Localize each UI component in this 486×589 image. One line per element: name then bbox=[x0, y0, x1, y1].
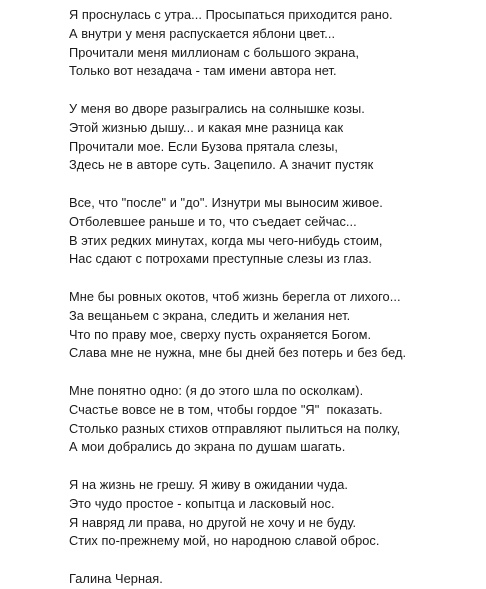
poem-line: Нас сдают с потрохами преступные слезы из глаз. bbox=[69, 251, 372, 267]
stanza-3 bbox=[69, 194, 479, 269]
poem-line: Слава мне не нужна, мне бы дней без потерь и без бед. bbox=[69, 345, 407, 361]
poem-line: За вещаньем с экрана, следить и желания нет. bbox=[69, 307, 351, 323]
poem-line: Стих по-прежнему мой, но народною славой оброс. bbox=[69, 533, 380, 549]
poem-line: Отболевшее раньше и то, что съедает сейчас... bbox=[69, 213, 357, 229]
poem-line: А внутри у меня распускается яблони цвет... bbox=[69, 25, 336, 41]
poem-text bbox=[69, 6, 479, 589]
poem-line: Столько разных стихов отправляют пылиться на полку, bbox=[69, 420, 401, 436]
stanza-6 bbox=[69, 476, 479, 551]
poem-line: Мне бы ровных окотов, чтоб жизнь берегла от лихого... bbox=[69, 288, 401, 304]
poem-line: Я на жизнь не грешу. Я живу в ожидании чуда. bbox=[69, 476, 349, 492]
poem-line: Счастье вовсе не в том, чтобы гордое "Я" показать. bbox=[69, 401, 383, 417]
poem-line: У меня во дворе разыгрались на солнышке козы. bbox=[69, 100, 365, 116]
poem-line: Здесь не в авторе суть. Зацепило. А значит пустяк bbox=[69, 157, 374, 173]
poem-line: Все, что "после" и "до". Изнутри мы выносим живое. bbox=[69, 194, 383, 210]
poem-line: Я проснулась с утра... Просыпаться приходится рано. bbox=[69, 7, 393, 22]
poem-line: А мои добрались до экрана по душам шагать. bbox=[69, 439, 346, 455]
poem-line: Это чудо простое - копытца и ласковый нос. bbox=[69, 495, 335, 511]
signature-text: Галина Черная. bbox=[69, 570, 163, 586]
stanza-2 bbox=[69, 100, 479, 175]
poem-line: Я навряд ли права, но другой не хочу и не буду. bbox=[69, 514, 357, 530]
stanza-5 bbox=[69, 382, 479, 457]
poem-line: Прочитали мое. Если Бузова прятала слезы, bbox=[69, 138, 338, 154]
poem-line: В этих редких минутах, когда мы чего-нибудь стоим, bbox=[69, 232, 383, 248]
stanza-4 bbox=[69, 288, 479, 363]
stanza-1 bbox=[69, 6, 479, 81]
poem-line: Прочитали меня миллионам с большого экрана, bbox=[69, 44, 360, 60]
poem-line: Только вот незадача - там имени автора нет. bbox=[69, 63, 337, 79]
poem-line: Этой жизнью дышу... и какая мне разница как bbox=[69, 119, 344, 135]
author-signature bbox=[69, 570, 479, 589]
poem-line: Мне понятно одно: (я до этого шла по осколкам). bbox=[69, 382, 364, 398]
poem-line: Что по праву мое, сверху пусть охраняется Богом. bbox=[69, 326, 372, 342]
